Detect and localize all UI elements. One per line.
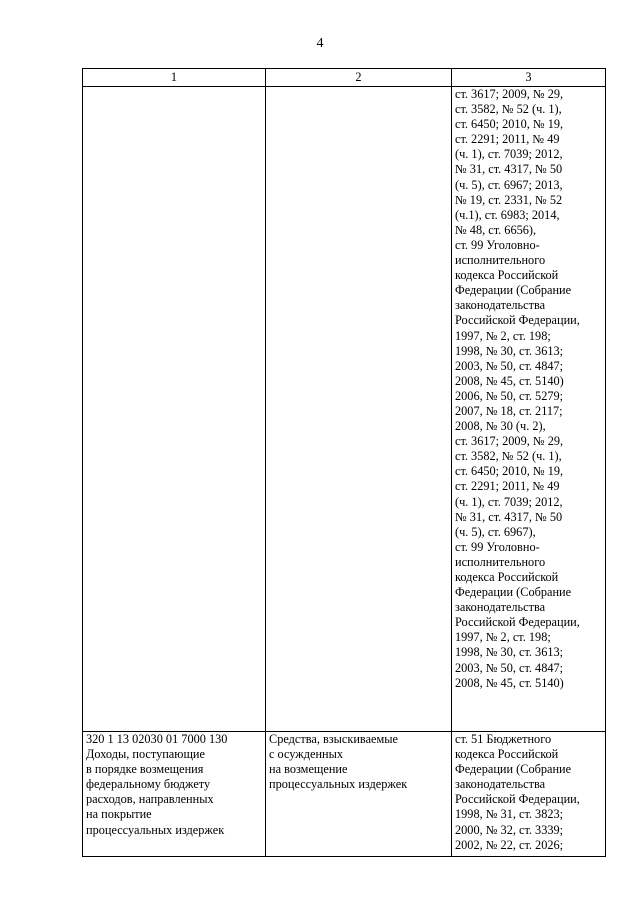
- cell-text-line: в порядке возмещения: [86, 762, 204, 777]
- cell-text-line: ст. 6450; 2010, № 19,: [455, 117, 564, 132]
- cell-text-line: расходов, направленных: [86, 792, 214, 807]
- cell-text-line: (ч. 5), ст. 6967; 2013,: [455, 177, 563, 192]
- cell-text-line: 1998, № 30, ст. 3613;: [455, 645, 564, 660]
- cell-text-line: законодательства: [455, 777, 546, 792]
- cell-text-line: с осужденных: [269, 747, 344, 762]
- cell-text-line: 2008, № 45, ст. 5140): [455, 373, 564, 388]
- cell-text-line: № 19, ст. 2331, № 52: [455, 192, 563, 207]
- cell-text-line: 2003, № 50, ст. 4847;: [455, 358, 564, 373]
- cell-text-line: ст. 3582, № 52 (ч. 1),: [455, 102, 562, 117]
- cell-text-line: ст. 2291; 2011, № 49: [455, 132, 560, 147]
- cell-text-line: ст. 2291; 2011, № 49: [455, 479, 560, 494]
- cell-text-line: Доходы, поступающие: [86, 747, 205, 762]
- row-1-col-1: [83, 87, 266, 732]
- page-number: 4: [316, 36, 324, 51]
- cell-text-line: Федерации (Собрание: [455, 283, 572, 298]
- cell-text-line: исполнительного: [455, 554, 546, 569]
- row-2-col-2: [266, 732, 452, 857]
- cell-text-line: 2006, № 50, ст. 5279;: [455, 388, 564, 403]
- cell-text-line: кодекса Российской: [455, 268, 559, 283]
- cell-text-line: 320 1 13 02030 01 7000 130: [86, 732, 228, 746]
- row-1-col-2: [266, 87, 452, 732]
- cell-text-line: № 48, ст. 6656),: [455, 222, 537, 237]
- cell-text-line: Федерации (Собрание: [455, 585, 572, 600]
- cell-text-line: 2007, № 18, ст. 2117;: [455, 403, 563, 418]
- header-col-2: 2: [266, 69, 452, 87]
- cell-text-line: на покрытие: [86, 807, 152, 822]
- row-1-col-3: [452, 87, 606, 732]
- cell-text-line: процессуальных издержек: [86, 822, 225, 837]
- cell-text-line: ст. 3617; 2009, № 29,: [455, 87, 564, 101]
- cell-text-line: кодекса Российской: [455, 747, 559, 762]
- table-row: [83, 87, 606, 732]
- cell-text-line: (ч. 1), ст. 7039; 2012,: [455, 147, 563, 162]
- table-header-row: [83, 69, 606, 87]
- cell-text-line: на возмещение: [269, 762, 348, 777]
- header-col-3: 3: [452, 69, 606, 87]
- cell-text-line: № 31, ст. 4317, № 50: [455, 162, 563, 177]
- cell-text-line: Средства, взыскиваемые: [269, 732, 398, 746]
- cell-text-line: исполнительного: [455, 253, 546, 268]
- cell-text-line: 2002, № 22, ст. 2026;: [455, 837, 564, 852]
- cell-text-line: 1997, № 2, ст. 198;: [455, 630, 551, 645]
- cell-text-line: Российской Федерации,: [455, 313, 580, 328]
- cell-text-line: № 31, ст. 4317, № 50: [455, 509, 563, 524]
- cell-text-line: ст. 3617; 2009, № 29,: [455, 434, 564, 449]
- cell-text-line: (ч. 5), ст. 6967),: [455, 524, 536, 539]
- cell-text-line: 2008, № 45, ст. 5140): [455, 675, 564, 690]
- cell-text-line: процессуальных издержек: [269, 777, 408, 792]
- cell-text-line: ст. 3582, № 52 (ч. 1),: [455, 449, 562, 464]
- cell-text-line: Федерации (Собрание: [455, 762, 572, 777]
- cell-text-line: ст. 51 Бюджетного: [455, 732, 552, 746]
- cell-text-line: 1997, № 2, ст. 198;: [455, 328, 551, 343]
- cell-text-line: законодательства: [455, 298, 546, 313]
- cell-text-line: (ч. 1), ст. 7039; 2012,: [455, 494, 563, 509]
- cell-text-line: Российской Федерации,: [455, 792, 580, 807]
- cell-text-line: ст. 99 Уголовно-: [455, 237, 540, 252]
- cell-text-line: кодекса Российской: [455, 570, 559, 584]
- cell-text-line: 2003, № 50, ст. 4847;: [455, 660, 564, 675]
- cell-text-line: законодательства: [455, 600, 546, 615]
- row-2-col-3: [452, 732, 606, 857]
- cell-text-line: 2000, № 32, ст. 3339;: [455, 822, 564, 837]
- cell-text-line: федеральному бюджету: [86, 777, 211, 792]
- data-table: [82, 68, 606, 857]
- row-2-col-1: [83, 732, 266, 857]
- cell-text-line: 2008, № 30 (ч. 2),: [455, 419, 546, 434]
- header-col-1: 1: [83, 69, 266, 87]
- cell-text-line: 1998, № 31, ст. 3823;: [455, 807, 564, 822]
- cell-text-line: (ч.1), ст. 6983; 2014,: [455, 207, 560, 222]
- cell-text-line: ст. 6450; 2010, № 19,: [455, 464, 564, 479]
- table-row: [83, 732, 606, 857]
- cell-text-line: Российской Федерации,: [455, 615, 580, 630]
- cell-text-line: 1998, № 30, ст. 3613;: [455, 343, 564, 358]
- cell-text-line: ст. 99 Уголовно-: [455, 539, 540, 554]
